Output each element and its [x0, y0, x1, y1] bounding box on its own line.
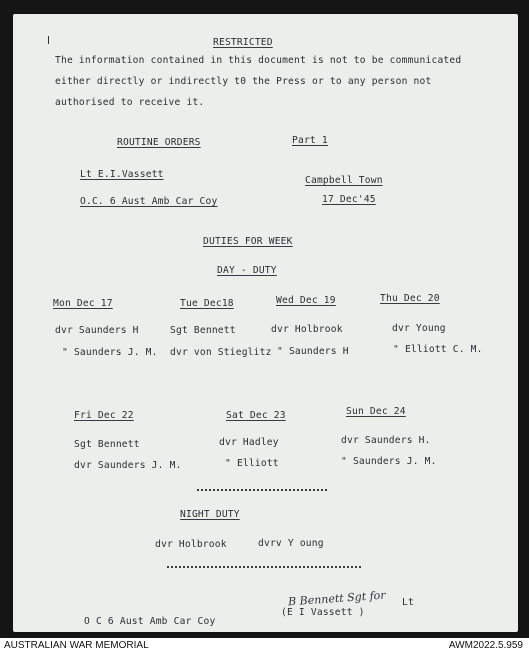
duty-entry: dvr von Stieglitz [170, 347, 272, 358]
night-duty-entry: dvr Holbrook [155, 539, 227, 550]
officer-unit: O.C. 6 Aust Amb Car Coy [80, 196, 218, 207]
day-wed: Wed Dec 19 [276, 295, 336, 306]
duty-entry: dvr Saunders H [55, 325, 139, 336]
archive-reference: AWM2022.5.959 [448, 640, 523, 651]
night-duty-entry: dvrv Y oung [258, 538, 324, 549]
duties-heading: DUTIES FOR WEEK [203, 236, 293, 247]
day-sun: Sun Dec 24 [346, 406, 406, 417]
signatory-unit: O C 6 Aust Amb Car Coy [84, 616, 216, 627]
notice-line-1: The information contained in this document is not to be communicated [55, 55, 462, 66]
archive-footer [0, 638, 529, 653]
day-thu: Thu Dec 20 [380, 293, 440, 304]
day-tue: Tue Dec18 [180, 298, 234, 309]
routine-orders-title: ROUTINE ORDERS [117, 137, 201, 148]
location: Campbell Town [305, 175, 383, 186]
signature-rank: Lt [402, 597, 414, 608]
duty-entry: " Saunders J. M. [62, 347, 158, 358]
duty-entry: dvr Young [392, 323, 446, 334]
duty-entry: " Saunders J. M. [341, 456, 437, 467]
officer-name: Lt E.I.Vassett [80, 169, 164, 180]
margin-mark [48, 36, 49, 44]
day-mon: Mon Dec 17 [53, 298, 113, 309]
signatory-name: (E I Vassett ) [281, 607, 365, 618]
duty-entry: " Elliott C. M. [393, 344, 483, 355]
institution-name: AUSTRALIAN WAR MEMORIAL [4, 640, 149, 651]
document-date: 17 Dec'45 [322, 194, 376, 205]
duty-entry: " Elliott [225, 458, 279, 469]
part-label: Part 1 [292, 135, 328, 146]
notice-line-2: either directly or indirectly t0 the Press or to any person not [55, 76, 432, 87]
classification-heading: RESTRICTED [213, 37, 273, 48]
day-duty-heading: DAY - DUTY [217, 265, 277, 276]
notice-line-3: authorised to receive it. [55, 97, 205, 108]
day-sat: Sat Dec 23 [226, 410, 286, 421]
duty-entry: " Saunders H [277, 346, 349, 357]
duty-entry: Sgt Bennett [74, 439, 140, 450]
night-duty-heading: NIGHT DUTY [180, 509, 240, 520]
duty-entry: dvr Holbrook [271, 324, 343, 335]
duty-entry: dvr Saunders J. M. [74, 460, 182, 471]
separator-dots [167, 566, 361, 568]
duty-entry: Sgt Bennett [170, 325, 236, 336]
separator-dots [197, 489, 327, 491]
duty-entry: dvr Saunders H. [341, 435, 431, 446]
handwritten-signature: B Bennett Sgt for [287, 588, 386, 609]
day-fri: Fri Dec 22 [74, 410, 134, 421]
duty-entry: dvr Hadley [219, 437, 279, 448]
